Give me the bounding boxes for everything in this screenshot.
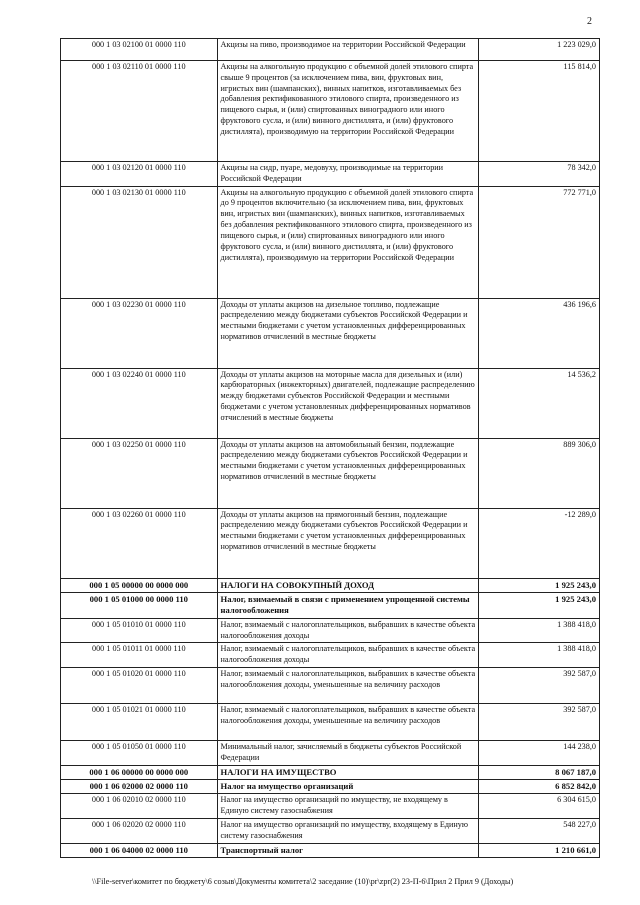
name-cell: Налог, взимаемый с налогоплательщиков, выбравших в качестве объекта налогообложения доходы [217, 618, 479, 643]
amount-cell: 548 227,0 [479, 819, 600, 844]
name-cell: Акцизы на алкогольную продукцию с объемной долей этилового спирта до 9 процентов включительно (за исключением пива, вин, фруктовых вин, игристых вин (шампанских), винных напитков, изготавливаемых без добавления ректификованного этилового спирта, произведенного из пищевого сырья, и (или) спиртованных виноградного или иного фруктового сусла, и (или) винного дистиллята, и (или) фруктового дистиллята), производимую на территории Российской Федерации [217, 186, 479, 298]
table-row [61, 61, 600, 162]
code-cell: 000 1 05 01021 01 0000 110 [61, 704, 218, 741]
name-cell: Налог на имущество организаций по имуществу, не входящему в Единую систему газоснабжения [217, 794, 479, 819]
table-row [61, 438, 600, 508]
table-row [61, 765, 600, 779]
code-cell: 000 1 05 01020 01 0000 110 [61, 668, 218, 704]
table-row [61, 843, 600, 857]
code-cell: 000 1 03 02120 01 0000 110 [61, 162, 218, 187]
name-cell: Акцизы на алкогольную продукцию с объемной долей этилового спирта свыше 9 процентов (за исключением пива, вин, фруктовых вин, игристых вин (шампанских), винных напитков, изготавливаемых без добавления ректификованного этилового спирта, произведенного из пищевого сырья, и (или) спиртованных виноградного или иного фруктового сусла, и (или) винного дистиллята, и (или) фруктового дистиллята), производимую на территории Российской Федерации [217, 61, 479, 162]
table-row [61, 593, 600, 619]
amount-cell: 14 536,2 [479, 368, 600, 438]
name-cell: НАЛОГИ НА СОВОКУПНЫЙ ДОХОД [217, 578, 479, 592]
amount-cell: 1 223 029,0 [479, 39, 600, 61]
name-cell: Доходы от уплаты акцизов на прямогонный бензин, подлежащие распределению между бюджетами субъектов Российской Федерации и местными бюджетами с учетом установленных дифференцированных нормативов отчислений в местные бюджеты [217, 508, 479, 578]
amount-cell: 1 388 418,0 [479, 618, 600, 643]
table-row [61, 186, 600, 298]
name-cell: Доходы от уплаты акцизов на автомобильный бензин, подлежащие распределению между бюджетами субъектов Российской Федерации и местными бюджетами с учетом установленных дифференцированных нормативов отчислений в местные бюджеты [217, 438, 479, 508]
code-cell: 000 1 05 01010 01 0000 110 [61, 618, 218, 643]
footer-file-path: \\File-server\комитет по бюджету\6 созыв\Документы комитета\2 заседание (10)\pr\zpr(2) 23-П-6\Прил 2 Прил 9 (Доходы) [92, 877, 514, 886]
amount-cell: 1 388 418,0 [479, 643, 600, 668]
table-row [61, 618, 600, 643]
code-cell: 000 1 03 02250 01 0000 110 [61, 438, 218, 508]
code-cell: 000 1 06 02020 02 0000 110 [61, 819, 218, 844]
code-cell: 000 1 03 02100 01 0000 110 [61, 39, 218, 61]
table-row [61, 368, 600, 438]
amount-cell: 144 238,0 [479, 741, 600, 766]
table-row [61, 508, 600, 578]
name-cell: Акцизы на сидр, пуаре, медовуху, производимые на территории Российской Федерации [217, 162, 479, 187]
amount-cell: 1 925 243,0 [479, 578, 600, 592]
amount-cell: 115 814,0 [479, 61, 600, 162]
amount-cell: 392 587,0 [479, 668, 600, 704]
table-row [61, 668, 600, 704]
name-cell: Налог, взимаемый с налогоплательщиков, выбравших в качестве объекта налогообложения доходы, уменьшенные на величину расходов [217, 668, 479, 704]
name-cell: Акцизы на пиво, производимое на территории Российской Федерации [217, 39, 479, 61]
code-cell: 000 1 03 02230 01 0000 110 [61, 298, 218, 368]
amount-cell: 78 342,0 [479, 162, 600, 187]
code-cell: 000 1 03 02110 01 0000 110 [61, 61, 218, 162]
amount-cell: 436 196,6 [479, 298, 600, 368]
amount-cell: 1 925 243,0 [479, 593, 600, 619]
code-cell: 000 1 05 01011 01 0000 110 [61, 643, 218, 668]
name-cell: Налог на имущество организаций по имуществу, входящему в Единую систему газоснабжения [217, 819, 479, 844]
code-cell: 000 1 03 02130 01 0000 110 [61, 186, 218, 298]
amount-cell: 889 306,0 [479, 438, 600, 508]
name-cell: Налог на имущество организаций [217, 780, 479, 794]
table-row [61, 298, 600, 368]
amount-cell: 6 852 842,0 [479, 780, 600, 794]
name-cell: Налог, взимаемый в связи с применением упрощенной системы налогообложения [217, 593, 479, 619]
table-row [61, 780, 600, 794]
name-cell: Минимальный налог, зачисляемый в бюджеты субъектов Российской Федерации [217, 741, 479, 766]
page-number: 2 [587, 16, 592, 27]
amount-cell: 772 771,0 [479, 186, 600, 298]
name-cell: Доходы от уплаты акцизов на моторные масла для дизельных и (или) карбюраторных (инжекторных) двигателей, подлежащие распределению между бюджетами субъектов Российской Федерации и местными бюджетами с учетом установленных дифференцированных нормативов отчислений в местные бюджеты [217, 368, 479, 438]
amount-cell: 8 067 187,0 [479, 765, 600, 779]
table-row [61, 162, 600, 187]
name-cell: Доходы от уплаты акцизов на дизельное топливо, подлежащие распределению между бюджетами субъектов Российской Федерации и местными бюджетами с учетом установленных дифференцированных нормативов отчислений в местные бюджеты [217, 298, 479, 368]
table-row [61, 704, 600, 741]
name-cell: НАЛОГИ НА ИМУЩЕСТВО [217, 765, 479, 779]
table-row [61, 741, 600, 766]
code-cell: 000 1 06 00000 00 0000 000 [61, 765, 218, 779]
code-cell: 000 1 06 02000 02 0000 110 [61, 780, 218, 794]
amount-cell: 1 210 661,0 [479, 843, 600, 857]
name-cell: Налог, взимаемый с налогоплательщиков, выбравших в качестве объекта налогообложения доходы, уменьшенные на величину расходов [217, 704, 479, 741]
table-row [61, 819, 600, 844]
code-cell: 000 1 06 04000 02 0000 110 [61, 843, 218, 857]
code-cell: 000 1 05 00000 00 0000 000 [61, 578, 218, 592]
name-cell: Транспортный налог [217, 843, 479, 857]
code-cell: 000 1 05 01050 01 0000 110 [61, 741, 218, 766]
table-row [61, 643, 600, 668]
code-cell: 000 1 06 02010 02 0000 110 [61, 794, 218, 819]
code-cell: 000 1 03 02260 01 0000 110 [61, 508, 218, 578]
table-row [61, 794, 600, 819]
amount-cell: 392 587,0 [479, 704, 600, 741]
amount-cell: 6 304 615,0 [479, 794, 600, 819]
code-cell: 000 1 03 02240 01 0000 110 [61, 368, 218, 438]
table-row [61, 39, 600, 61]
table-row [61, 578, 600, 592]
code-cell: 000 1 05 01000 00 0000 110 [61, 593, 218, 619]
amount-cell: -12 289,0 [479, 508, 600, 578]
name-cell: Налог, взимаемый с налогоплательщиков, выбравших в качестве объекта налогообложения доходы [217, 643, 479, 668]
revenue-table [60, 38, 600, 858]
